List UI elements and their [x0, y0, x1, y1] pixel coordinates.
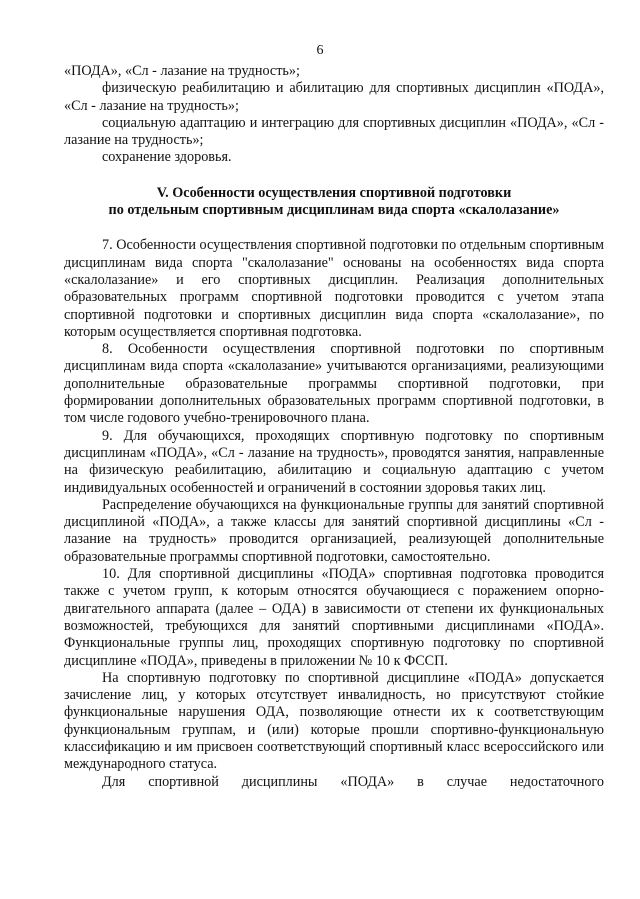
page-body — [64, 63, 604, 791]
paragraph-distribution: Распределение обучающихся на функциональные группы для занятий спортивной дисциплиной «ПОДА», а также классы для занятий спортивной дисциплины «Сл - лазание на трудность» проводится организацией, реализующей дополнительные образовательные программы спортивной подготовки, самостоятельно. — [64, 496, 604, 565]
list-item: сохранение здоровья. — [102, 149, 232, 166]
list-item: физическую реабилитацию и абилитацию для спортивных дисциплин «ПОДА», «Сл - лазание на трудность»; — [64, 80, 604, 114]
spacer — [64, 167, 604, 185]
section-title-line-2: по отдельным спортивным дисциплинам вида спорта «скалолазание» — [108, 202, 560, 219]
paragraph-8: 8. Особенности осуществления спортивной подготовки по спортивным дисциплинам вида спорта «скалолазание» учитываются организациями, реализующими дополнительные образовательные программы спортивной подготовки, при формировании дополнительных образовательных программ спортивной подготовки, в том числе годового учебно-тренировочного плана. — [64, 341, 604, 427]
page-number: 6 — [316, 43, 324, 58]
list-item: социальную адаптацию и интеграцию для спортивных дисциплин «ПОДА», «Сл - лазание на трудность»; — [64, 114, 604, 149]
paragraph-10: 10. Для спортивной дисциплины «ПОДА» спортивная подготовка проводится также с учетом групп, к которым относятся обучающиеся с поражением опорно-двигательного аппарата (далее – ОДА) в зависимости от степени их функциональных возможностей, требующихся для занятий спортивными дисциплинами «ПОДА». Функциональные группы лиц, проходящих спортивную подготовку по спортивной дисциплине «ПОДА», приведены в приложении № 10 к ФССП. — [64, 566, 604, 669]
list-item: «ПОДА», «Сл - лазание на трудность»; — [64, 63, 300, 79]
paragraph-9: 9. Для обучающихся, проходящих спортивную подготовку по спортивным дисциплинам «ПОДА», «Сл - лазание на трудность», проводятся занятия, направленные на физическую реабилитацию, абилитацию и социальную адаптацию с учетом индивидуальных особенностей и ограничений в состоянии здоровья таких лиц. — [64, 427, 604, 496]
section-title-line-1: V. Особенности осуществления спортивной подготовки — [156, 184, 512, 201]
paragraph-continued: Для спортивной дисциплины «ПОДА» в случае недостаточного — [102, 773, 604, 790]
paragraph-admission: На спортивную подготовку по спортивной дисциплине «ПОДА» допускается зачисление лиц, у которых отсутствует инвалидность, но присутствуют стойкие функциональные нарушения ОДА, позволяющие отнести их к соответствующим функциональным группам, и (или) которые прошли спортивно-функциональную классификацию и им присвоен соответствующий спортивный класс всероссийского или международного статуса. — [64, 669, 604, 773]
paragraph-7: 7. Особенности осуществления спортивной подготовки по отдельным спортивным дисциплинам вида спорта "скалолазание" основаны на особенностях вида спорта «скалолазание» и его спортивных дисциплин. Реализация дополнительных образовательных программ спортивной подготовки проводится с учетом этапа спортивной подготовки и спортивных дисциплин вида спорта «скалолазание», по которым осуществляется спортивная подготовка. — [64, 237, 604, 340]
spacer — [64, 219, 604, 237]
